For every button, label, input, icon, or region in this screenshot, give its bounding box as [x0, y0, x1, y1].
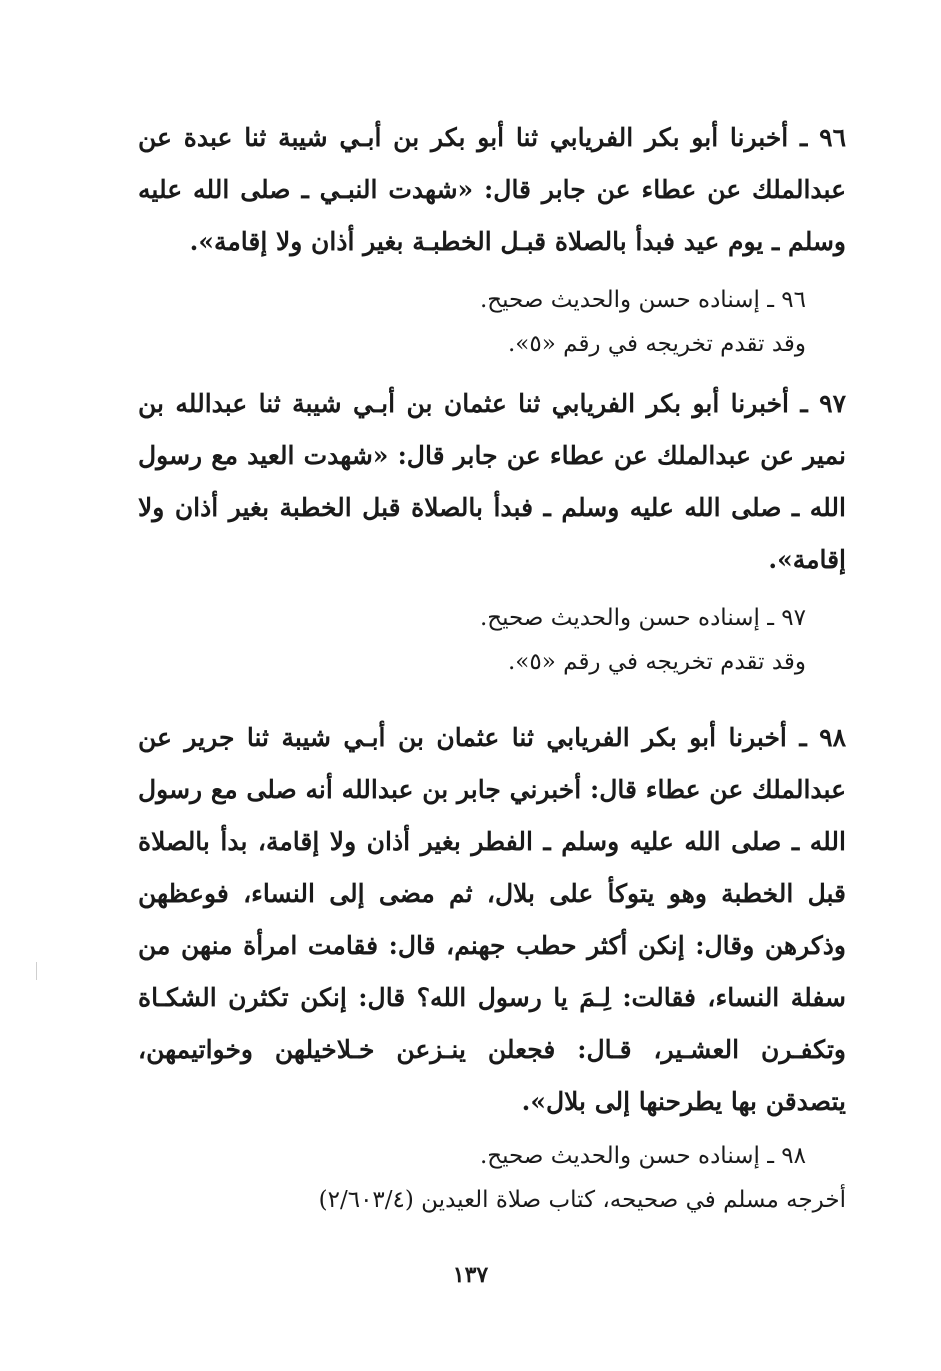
page-number: ١٣٧: [452, 1262, 489, 1288]
hadith-96-takhrij: وقد تقدم تخريجه في رقم «٥».: [508, 331, 806, 357]
document-page: [138, 112, 846, 1222]
hadith-97-takhrij: وقد تقدم تخريجه في رقم «٥».: [508, 649, 806, 675]
hadith-96-grading: ٩٦ ـ إسناده حسن والحديث صحيح.: [479, 287, 806, 313]
hadith-98-grading: ٩٨ ـ إسناده حسن والحديث صحيح.: [479, 1143, 806, 1169]
hadith-97-notes: [138, 596, 846, 684]
hadith-98-notes: [138, 1134, 846, 1222]
hadith-96-text: ٩٦ ـ أخبرنا أبو بكر الفريابي ثنا أبو بكر بن أبـي شيبة ثنا عبدة عن عبدالملك عن عطاء عن جابر قال: «شهدت النبـي ـ صلى الله عليه وسلم ـ يوم عيد فبدأ بالصلاة قبـل الخطبـة بغير أذان ولا إقامة».: [138, 123, 846, 256]
hadith-98-takhrij: أخرجه مسلم في صحيحه، كتاب صلاة العيدين (٢/٦٠٣/٤): [318, 1187, 846, 1213]
hadith-97-text: ٩٧ ـ أخبرنا أبو بكر الفريابي ثنا عثمان بن أبـي شيبة ثنا عبدالله بن نمير عن عبدالملك عن عطاء عن جابر قال: «شهدت العيد مع رسول الله ـ صلى الله عليه وسلم ـ فبدأ بالصلاة قبل الخطبة بغير أذان ولا إقامة».: [138, 389, 846, 574]
hadith-98-text: ٩٨ ـ أخبرنا أبو بكر الفريابي ثنا عثمان بن أبـي شيبة ثنا جرير عن عبدالملك عن عطاء قال: أخبرني جابر بن عبدالله أنه صلى مع رسول الله ـ صلى الله عليه وسلم ـ الفطر بغير أذان ولا إقامة، بدأ بالصلاة قبل الخطبة وهو يتوكأ على بلال، ثم مضى إلى النساء، فوعظهن وذكرهن وقال: إنكن أكثر حطب جهنم، قال: فقامت امرأة منهن من سفلة النساء، فقالت: لِـمَ يا رسول الله؟ قال: إنكن تكثرن الشكـاة وتكفـرن العشـير، قـال: فجعلن ينـزعن خـلاخيلهن وخواتيمهن، يتصدقن بها يطرحنها إلى بلال».: [138, 723, 846, 1116]
hadith-97-grading: ٩٧ ـ إسناده حسن والحديث صحيح.: [479, 605, 806, 631]
hadith-96-notes: [138, 278, 846, 366]
margin-mark: [36, 962, 37, 980]
